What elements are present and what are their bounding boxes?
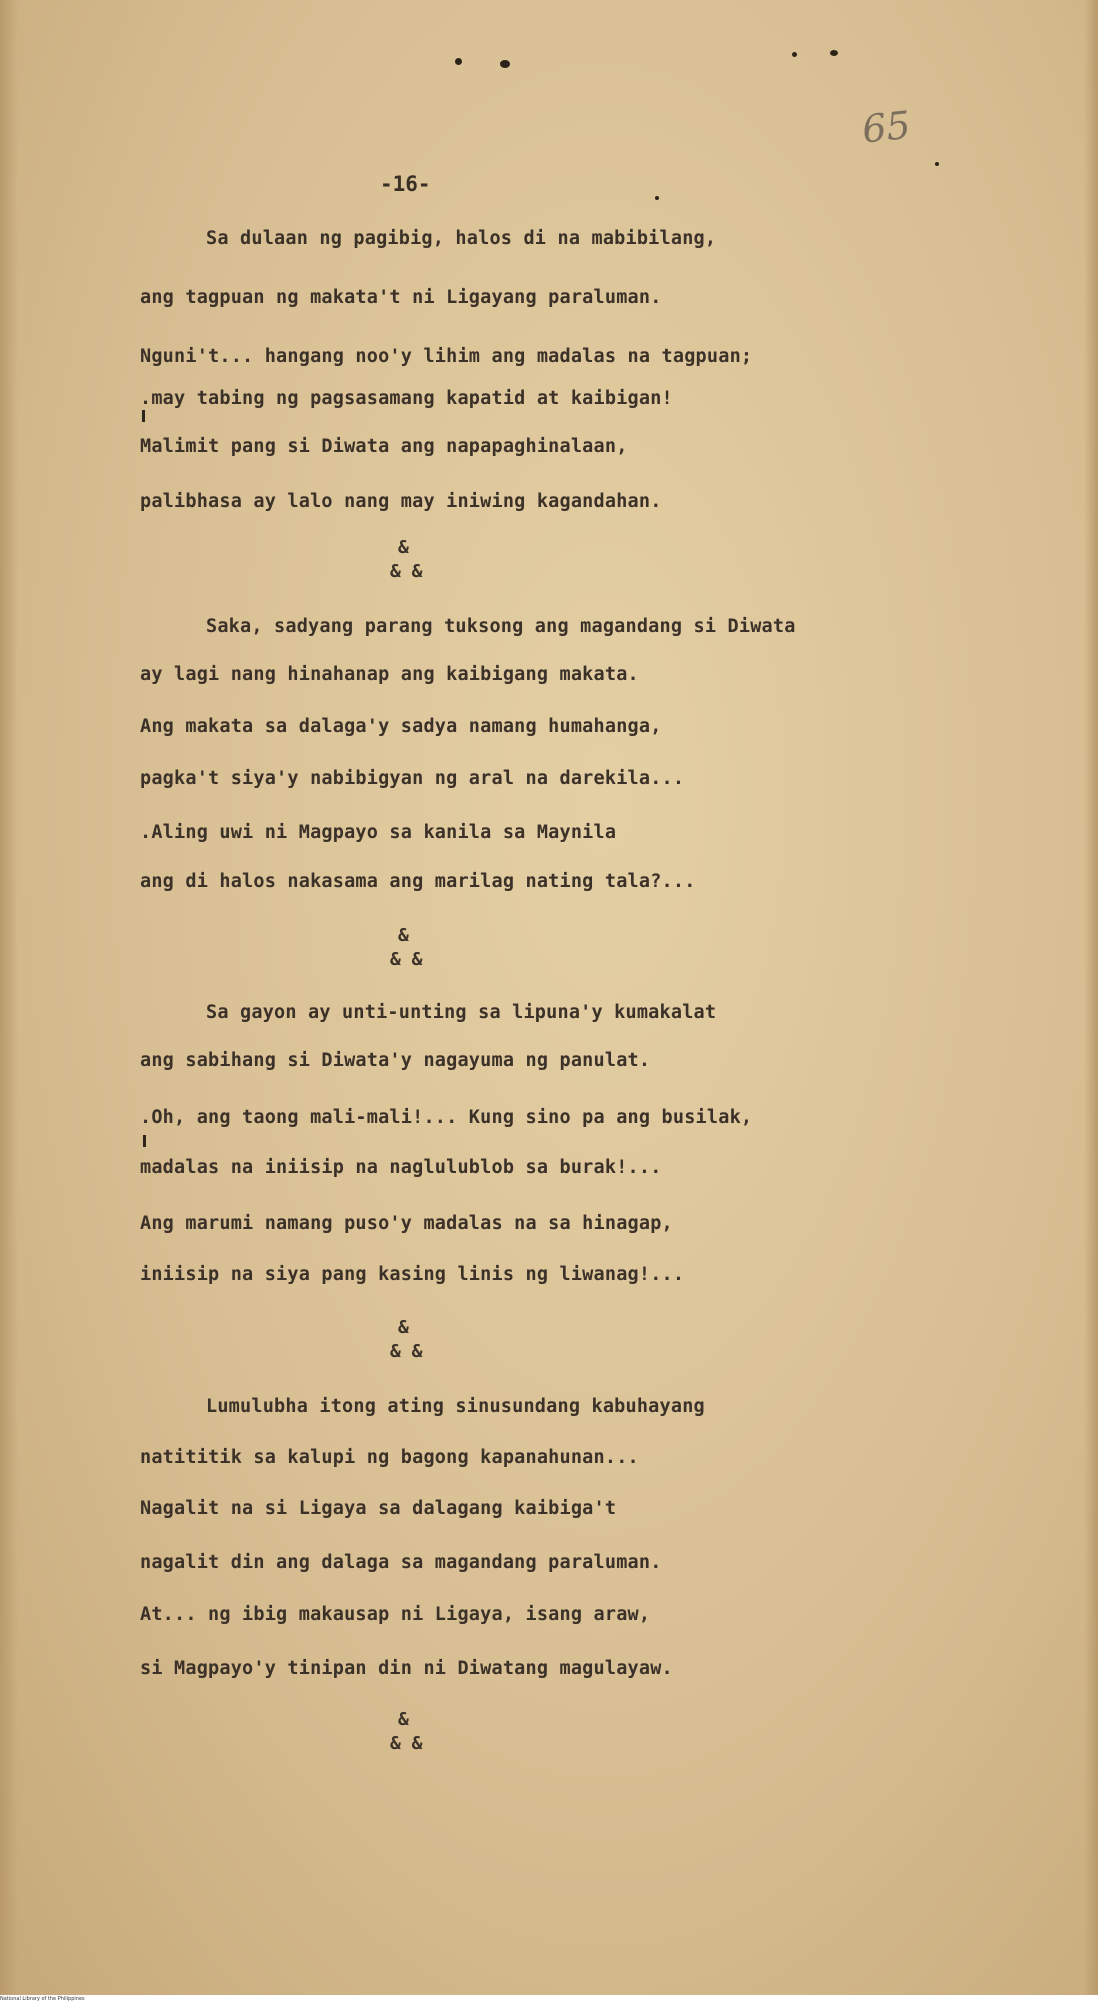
- poem-line: Ang marumi namang puso'y madalas na sa hinagap,: [140, 1213, 673, 1234]
- poem-line: nagalit din ang dalaga sa magandang paraluman.: [140, 1552, 662, 1573]
- ink-speck: [792, 52, 797, 57]
- poem-line: Nguni't... hangang noo'y lihim ang madalas na tagpuan;: [140, 346, 753, 367]
- page-edge-left: [0, 0, 18, 1995]
- poem-line: Lumulubha itong ating sinusundang kabuhayang: [206, 1396, 705, 1417]
- poem-line: ang di halos nakasama ang marilag nating tala?...: [140, 871, 696, 892]
- poem-line: pagka't siya'y nabibigyan ng aral na darekila...: [140, 768, 685, 789]
- ink-speck: [655, 196, 659, 200]
- margin-mark: [143, 1135, 146, 1147]
- poem-line: .Aling uwi ni Magpayo sa kanila sa Maynila: [140, 822, 617, 843]
- stanza-separator-top: &: [398, 925, 409, 946]
- poem-line: ay lagi nang hinahanap ang kaibigang makata.: [140, 664, 639, 685]
- ink-speck: [935, 162, 939, 166]
- poem-line: Saka, sadyang parang tuksong ang magandang si Diwata: [206, 616, 796, 637]
- page-number: -16-: [380, 172, 431, 196]
- page-edge-right: [1084, 0, 1098, 1995]
- stanza-separator-bottom: & &: [390, 949, 423, 970]
- ink-speck: [455, 58, 462, 65]
- poem-line: ang tagpuan ng makata't ni Ligayang paraluman.: [140, 287, 662, 308]
- poem-line: Malimit pang si Diwata ang napapaghinalaan,: [140, 436, 628, 457]
- poem-line: Ang makata sa dalaga'y sadya namang humahanga,: [140, 716, 662, 737]
- stanza-separator-bottom: & &: [390, 561, 423, 582]
- poem-line: ang sabihang si Diwata'y nagayuma ng panulat.: [140, 1050, 651, 1071]
- poem-line: Sa gayon ay unti-unting sa lipuna'y kumakalat: [206, 1002, 717, 1023]
- footer-credit: National Library of the Philippines: [0, 1995, 1098, 2003]
- stanza-separator-top: &: [398, 1709, 409, 1730]
- margin-mark: [142, 410, 145, 422]
- poem-line: natititik sa kalupi ng bagong kapanahunan...: [140, 1447, 639, 1468]
- stanza-separator-top: &: [398, 1317, 409, 1338]
- poem-line: At... ng ibig makausap ni Ligaya, isang araw,: [140, 1604, 651, 1625]
- poem-line: .Oh, ang taong mali-mali!... Kung sino pa ang busilak,: [140, 1107, 753, 1128]
- poem-line: iniisip na siya pang kasing linis ng liwanag!...: [140, 1264, 685, 1285]
- folio-number: 65: [859, 102, 913, 152]
- poem-line: madalas na iniisip na naglulublob sa burak!...: [140, 1157, 662, 1178]
- poem-line: Nagalit na si Ligaya sa dalagang kaibiga't: [140, 1498, 617, 1519]
- ink-speck: [830, 50, 838, 56]
- poem-line: palibhasa ay lalo nang may iniwing kagandahan.: [140, 491, 662, 512]
- poem-line: si Magpayo'y tinipan din ni Diwatang magulayaw.: [140, 1658, 673, 1679]
- ink-speck: [500, 60, 510, 68]
- stanza-separator-top: &: [398, 537, 409, 558]
- poem-line: Sa dulaan ng pagibig, halos di na mabibilang,: [206, 228, 717, 249]
- poem-line: .may tabing ng pagsasamang kapatid at kaibigan!: [140, 388, 673, 409]
- stanza-separator-bottom: & &: [390, 1341, 423, 1362]
- stanza-separator-bottom: & &: [390, 1733, 423, 1754]
